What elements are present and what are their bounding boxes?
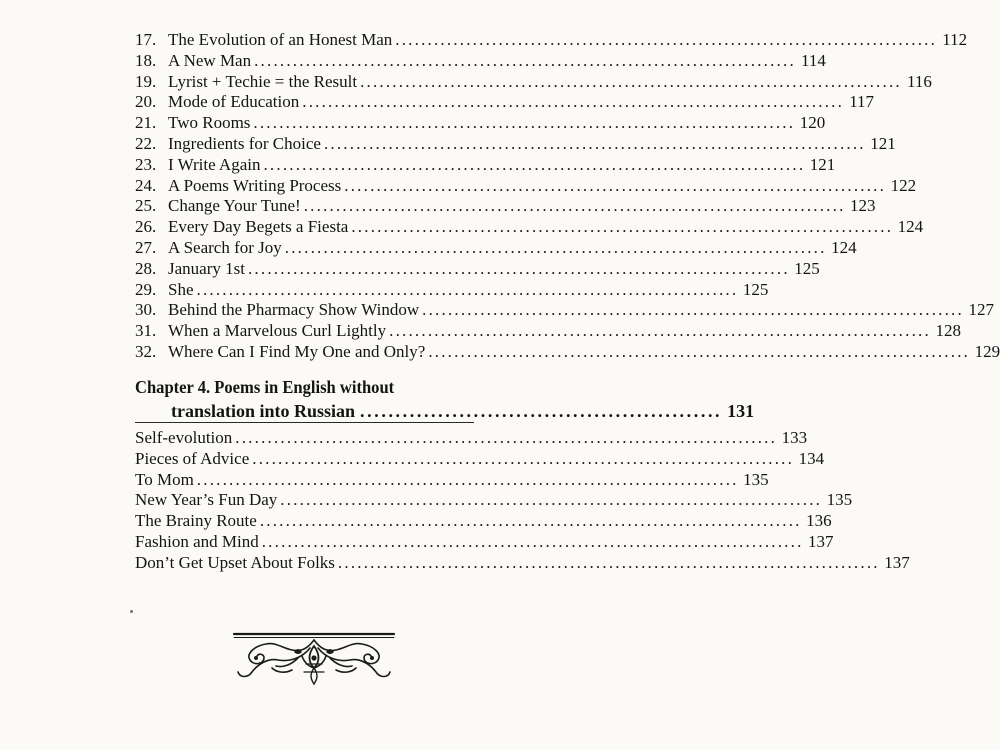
entry-title: Behind the Pharmacy Show Window bbox=[168, 300, 420, 320]
dot-leader: .................................................................................... bbox=[284, 237, 827, 257]
dot-leader: .................................................................................... bbox=[395, 30, 938, 49]
entry-title: The Evolution of an Honest Man bbox=[168, 30, 393, 49]
dot-leader: .................................................................................... bbox=[263, 154, 806, 174]
entry-title: Self-evolution bbox=[135, 428, 233, 447]
entry-title: Fashion and Mind bbox=[135, 531, 259, 551]
entry-page-number: 121 bbox=[870, 133, 896, 153]
entry-number: 19. bbox=[135, 71, 157, 91]
entry-title: I Write Again bbox=[168, 154, 261, 174]
entry-number: 22. bbox=[135, 133, 157, 153]
chapter-title-text: translation into Russian bbox=[171, 401, 356, 421]
dot-leader: .................................................................................... bbox=[247, 258, 790, 278]
entry-number: 27. bbox=[135, 237, 157, 257]
entry-number: 28. bbox=[135, 258, 157, 278]
entry-page-number: 137 bbox=[808, 531, 834, 551]
dot-leader: .................................................................................... bbox=[351, 217, 894, 237]
dot-leader: .................................................................................... bbox=[261, 531, 804, 551]
entry-title: A New Man bbox=[168, 50, 252, 70]
chapter-title-line-2 bbox=[135, 399, 755, 424]
toc-entry bbox=[135, 175, 917, 197]
toc-entry bbox=[135, 448, 825, 470]
toc-entry bbox=[135, 490, 853, 511]
entry-page-number: 135 bbox=[743, 469, 769, 489]
entry-title: The Brainy Route bbox=[135, 511, 257, 531]
numbered-poem-list bbox=[135, 30, 1000, 363]
entry-number: 23. bbox=[135, 154, 157, 174]
entry-number: 26. bbox=[135, 217, 157, 237]
entry-number: 20. bbox=[135, 92, 157, 112]
entry-page-number: 121 bbox=[809, 154, 836, 174]
chapter-page-number: 131 bbox=[727, 401, 755, 421]
entry-number: 32. bbox=[135, 341, 157, 361]
floral-vignette-icon bbox=[232, 628, 396, 686]
entry-page-number: 129 bbox=[974, 341, 1000, 361]
toc-entry bbox=[135, 133, 896, 155]
entry-number: 21. bbox=[135, 113, 157, 133]
toc-entry bbox=[135, 341, 1000, 363]
dot-leader: .................................................................................... bbox=[337, 552, 880, 572]
entry-title: Every Day Begets a Fiesta bbox=[168, 217, 349, 237]
toc-entry bbox=[135, 50, 826, 72]
entry-page-number: 117 bbox=[849, 92, 875, 112]
entry-title: Mode of Education bbox=[168, 92, 300, 112]
dot-leader: .................................................................................... bbox=[253, 113, 796, 133]
dot-leader: .................................................................................... bbox=[235, 428, 778, 447]
entry-page-number: 125 bbox=[742, 279, 769, 299]
dot-leader: .................................................................................... bbox=[280, 490, 823, 510]
entry-title: Two Rooms bbox=[168, 113, 251, 133]
dot-leader: .................................................................................... bbox=[344, 175, 887, 195]
dot-leader: .................................................................................... bbox=[389, 321, 931, 341]
entry-title: To Mom bbox=[135, 469, 194, 489]
entry-number: 30. bbox=[135, 300, 157, 320]
entry-page-number: 112 bbox=[942, 30, 968, 49]
entry-number: 31. bbox=[135, 321, 157, 341]
toc-entry bbox=[135, 71, 932, 93]
toc-entry bbox=[135, 321, 961, 342]
entry-title: She bbox=[168, 279, 194, 299]
toc-entry bbox=[135, 154, 836, 176]
entry-title: A Search for Joy bbox=[168, 237, 282, 257]
entry-page-number: 123 bbox=[850, 196, 876, 216]
toc-entry bbox=[135, 237, 857, 259]
toc-entry bbox=[135, 428, 808, 449]
toc-entry bbox=[135, 113, 826, 134]
entry-page-number: 127 bbox=[968, 300, 994, 320]
entry-page-number: 136 bbox=[806, 511, 832, 531]
dot-leader: .................................................................................... bbox=[196, 469, 739, 489]
entry-number: 25. bbox=[135, 196, 157, 216]
dot-leader: .................................................................................... bbox=[254, 50, 796, 70]
entry-page-number: 122 bbox=[890, 175, 917, 195]
entry-title: New Year’s Fun Day bbox=[135, 490, 278, 510]
entry-page-number: 125 bbox=[794, 258, 820, 278]
toc-entry bbox=[135, 531, 834, 553]
toc-entry bbox=[135, 258, 820, 280]
toc-entry bbox=[135, 92, 875, 113]
dot-leader: ................................................... bbox=[360, 401, 723, 421]
entry-page-number: 137 bbox=[884, 552, 910, 572]
entry-number: 17. bbox=[135, 30, 157, 49]
toc-entry bbox=[135, 279, 769, 301]
toc-entry bbox=[135, 217, 924, 238]
dot-leader: .................................................................................... bbox=[302, 92, 845, 112]
dot-leader: .................................................................................... bbox=[252, 448, 795, 468]
entry-title: Ingredients for Choice bbox=[168, 133, 321, 153]
entry-page-number: 124 bbox=[831, 237, 857, 257]
entry-title: A Poems Writing Process bbox=[168, 175, 342, 195]
dot-leader: .................................................................................... bbox=[259, 511, 802, 531]
dot-leader: .................................................................................... bbox=[428, 341, 971, 361]
chapter-divider-rule bbox=[135, 422, 474, 423]
entry-title: Pieces of Advice bbox=[135, 448, 250, 468]
entry-title: Where Can I Find My One and Only? bbox=[168, 341, 426, 361]
entry-page-number: 116 bbox=[907, 71, 932, 91]
toc-entry bbox=[135, 196, 876, 217]
chapter-4-heading bbox=[135, 376, 755, 424]
entry-number: 24. bbox=[135, 175, 157, 195]
entry-page-number: 114 bbox=[801, 50, 826, 70]
chapter-title-line-1: Chapter 4. Poems in English without bbox=[135, 377, 395, 397]
entry-page-number: 135 bbox=[826, 490, 853, 510]
print-speck bbox=[130, 610, 133, 613]
dot-leader: .................................................................................... bbox=[303, 196, 846, 216]
entry-title: Don’t Get Upset About Folks bbox=[135, 552, 335, 572]
toc-entry bbox=[135, 469, 769, 491]
entry-title: When a Marvelous Curl Lightly bbox=[168, 321, 387, 341]
entry-number: 29. bbox=[135, 279, 157, 299]
english-poem-list bbox=[135, 428, 910, 574]
dot-leader: .................................................................................... bbox=[422, 300, 964, 320]
entry-page-number: 120 bbox=[799, 113, 826, 133]
toc-entry bbox=[135, 30, 968, 51]
entry-page-number: 133 bbox=[781, 428, 808, 447]
toc-entry bbox=[135, 300, 994, 321]
entry-title: Lyrist + Techie = the Result bbox=[168, 71, 358, 91]
dot-leader: .................................................................................... bbox=[360, 71, 902, 91]
entry-number: 18. bbox=[135, 50, 157, 70]
entry-title: January 1st bbox=[168, 258, 245, 278]
toc-entry bbox=[135, 511, 832, 532]
entry-page-number: 124 bbox=[897, 217, 924, 237]
dot-leader: .................................................................................... bbox=[323, 133, 866, 153]
entry-title: Change Your Tune! bbox=[168, 196, 301, 216]
entry-page-number: 134 bbox=[798, 448, 825, 468]
toc-entry bbox=[135, 552, 910, 574]
dot-leader: .................................................................................... bbox=[196, 279, 739, 299]
entry-page-number: 128 bbox=[935, 321, 961, 341]
